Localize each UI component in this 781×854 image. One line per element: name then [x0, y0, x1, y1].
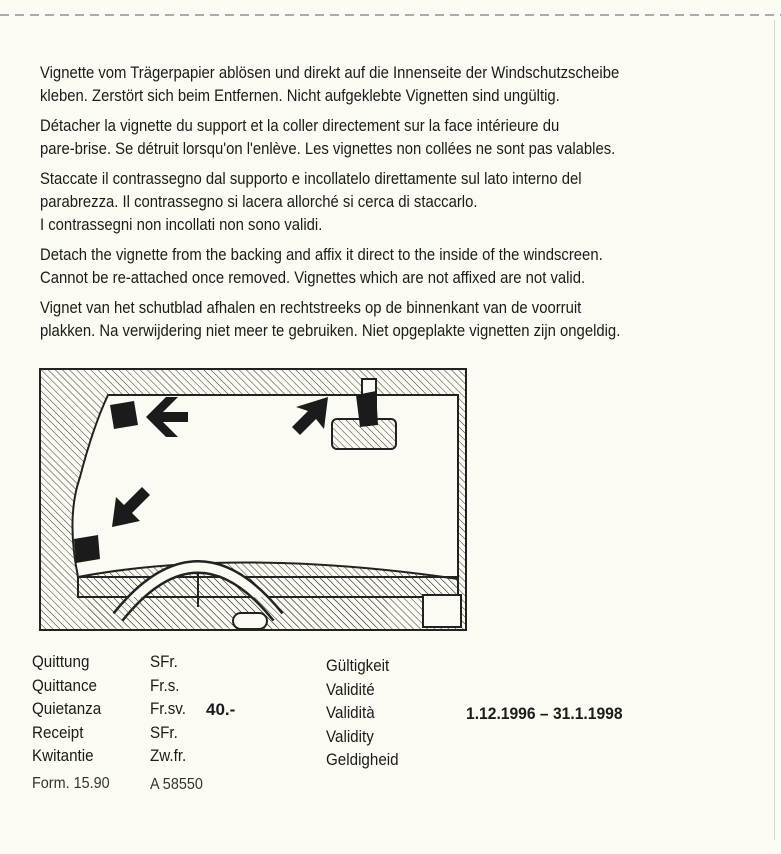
instruction-english: Detach the vignette from the backing and affix it direct to the inside of the windscreen. Cannot be re-attached once removed. Vignettes which are not affixed are not valid. [40, 246, 603, 287]
currency-label: Zw.fr. [150, 747, 187, 765]
form-number: Form. 15.90 [32, 775, 110, 792]
validity-labels [326, 655, 399, 773]
validity-label: Validity [326, 727, 374, 746]
receipt-label: Quittance [32, 676, 97, 695]
currency-labels [150, 651, 186, 769]
currency-label: SFr. [150, 653, 178, 671]
amount: 40.- [206, 700, 236, 719]
receipt-labels [32, 651, 101, 769]
validity-label: Gültigkeit [326, 657, 390, 675]
serial-number: A 58550 [150, 776, 203, 793]
receipt-label: Kwitantie [32, 747, 94, 765]
instruction-dutch: Vignet van het schutblad afhalen en rechtstreeks op de binnenkant van de voorruit plakken. Na verwijdering niet meer te gebruiken. Niet opgeplakte vignetten zijn ongeldig. [40, 299, 621, 340]
instruction-italian: Staccate il contrassegno dal supporto e incollatelo direttamente sul lato interno del parabrezza. Il contrassegno si lacera allorché si cerca di staccarlo. I contrassegni non incollati non sono validi. [40, 170, 582, 234]
validity-label: Validità [326, 704, 375, 722]
receipt-label: Quietanza [32, 700, 102, 718]
instruction-french: Détacher la vignette du support et la coller directement sur la face intérieure du pare-brise. Se détruit lorsqu'on l'enlève. Les vignettes non collées ne sont pas valables. [40, 117, 616, 158]
currency-label: Fr.s. [150, 676, 180, 695]
receipt-label: Receipt [32, 723, 84, 742]
receipt-label: Quittung [32, 653, 90, 671]
validity-label: Validité [326, 680, 375, 699]
validity-dates: 1.12.1996 – 31.1.1998 [466, 704, 623, 723]
instruction-german: Vignette vom Trägerpapier ablösen und direkt auf die Innenseite der Windschutzscheibe kleben. Zerstört sich beim Entfernen. Nicht aufgeklebte Vignetten sind ungültig. [40, 64, 620, 105]
validity-label: Geldigheid [326, 751, 399, 769]
currency-label: SFr. [150, 723, 178, 742]
currency-label: Fr.sv. [150, 700, 186, 718]
